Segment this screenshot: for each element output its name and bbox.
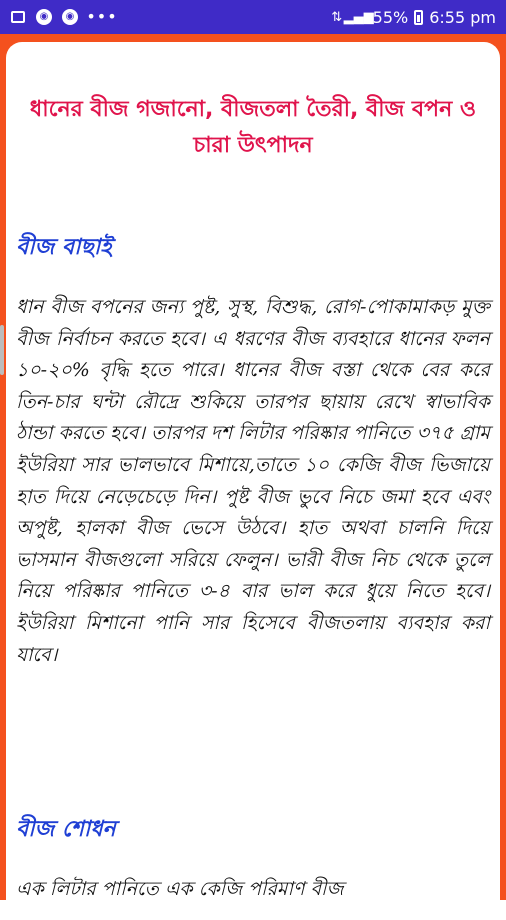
edge-panel-handle[interactable] (0, 325, 4, 375)
section-body-seed-selection: ধান বীজ বপনের জন্য পুষ্ট, সুস্থ, বিশুদ্ধ, রোগ-পোকামাকড় মুক্ত বীজ নির্বাচন করতে হবে। এ ধরণের বীজ ব্যবহারে ধানের ফলন ১০-২০% বৃদ্ধি হতে পারে। ধানের বীজ বস্তা থেকে বের করে তিন-চার ঘন্টা রৌদ্রে শুকিয়ে তারপর ছায়ায় রেখে স্বাভাবিক ঠান্ডা করতে হবে। তারপর দশ লিটার পরিষ্কার পানিতে ৩৭৫ গ্রাম ইউরিয়া সার ভালভাবে মিশায়ে,তাতে ১০ কেজি বীজ ভিজায়ে হাত দিয়ে নেড়েচেড়ে দিন। পুষ্ট বীজ ভুবে নিচে জমা হবে এবং অপুষ্ট, হালকা বীজ ভেসে উঠবে। হাত অথবা চালনি দিয়ে ভাসমান বীজগুলো সরিয়ে ফেলুন। ভারী বীজ নিচ থেকে তুলে নিয়ে পরিষ্কার পানিতে ৩-৪ বার ভাল করে ধুয়ে নিতে হবে। ইউরিয়া মিশানো পানি সার হিসেবে বীজতলায় ব্যবহার করা যাবে। (16, 296, 490, 666)
status-bar (0, 0, 506, 34)
system-icons (329, 8, 496, 27)
article-title: ধানের বীজ গজানো, বীজতলা তৈরী, বীজ বপন ও চারা উৎপাদন (29, 97, 477, 158)
app-frame (0, 34, 506, 900)
wifi-icon: ⇅ (331, 9, 343, 25)
chrome-icon: ◉ (62, 9, 78, 25)
notification-icons (10, 7, 118, 26)
section-heading-seed-treatment: বীজ শোধন (16, 817, 116, 842)
clock: 6:55 pm (429, 7, 496, 27)
battery-percent: 55% (372, 7, 409, 27)
gallery-icon (10, 9, 26, 25)
article-card[interactable] (6, 42, 500, 920)
battery-icon (414, 10, 423, 25)
section-body-seed-treatment: এক লিটার পানিতে এক কেজি পরিমাণ বীজ (16, 878, 344, 900)
section-heading-seed-selection: বীজ বাছাই (16, 235, 112, 260)
signal-icon: ▂▄▆ (343, 9, 374, 25)
more-dots-icon: ••• (86, 7, 118, 26)
chrome-icon: ◉ (36, 9, 52, 25)
